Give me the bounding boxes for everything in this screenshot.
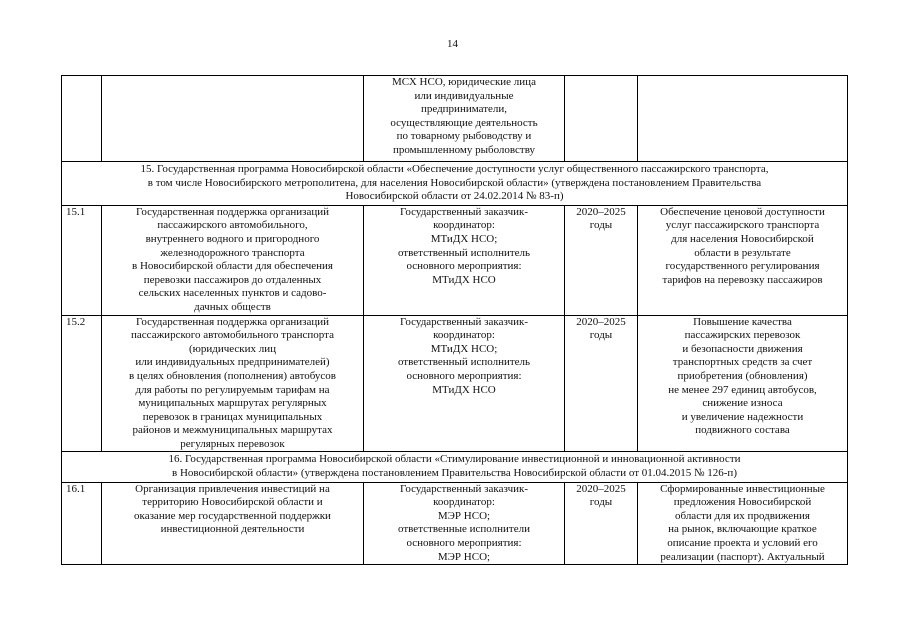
table-row <box>62 76 848 162</box>
cell-result <box>638 76 848 162</box>
text-line: или индивидуальные <box>414 89 514 102</box>
text-line: описание проекта и условий его <box>667 537 818 550</box>
text-line: приобретения (обновления) <box>677 369 808 382</box>
text-line: 2020–2025 <box>576 482 626 495</box>
text-line: тарифов на перевозку пассажиров <box>662 273 823 286</box>
text-line: Государственная поддержка организаций <box>136 205 329 218</box>
text-line: ответственный исполнитель <box>397 356 531 369</box>
text-line: годы <box>589 219 613 232</box>
section-title-line: Новосибирской области от 24.02.2014 № 83-п) <box>345 190 564 203</box>
text-line: основного мероприятия: <box>406 537 522 550</box>
cell-name <box>102 482 364 565</box>
activities-table <box>61 75 848 565</box>
cell-executor <box>364 482 565 565</box>
text-line: по товарному рыбоводству и <box>396 130 532 143</box>
text-line: 2020–2025 <box>576 315 626 328</box>
text-line: подвижного состава <box>695 424 790 437</box>
text-line: МТиДХ НСО; <box>430 232 498 245</box>
cell-period <box>565 76 638 162</box>
row-number: 15.1 <box>62 205 102 315</box>
text-line: координатор: <box>433 219 495 232</box>
text-line: сельских населенных пунктов и садово- <box>138 287 327 300</box>
text-line: области в результате <box>694 246 791 259</box>
text-line: и безопасности движения <box>682 342 803 355</box>
text-line: Государственный заказчик- <box>399 315 529 328</box>
text-line: перевозок в границах муниципальных <box>142 410 323 423</box>
text-line: основного мероприятия: <box>406 260 522 273</box>
text-line: Повышение качества <box>693 315 792 328</box>
text-line: Организация привлечения инвестиций на <box>135 482 330 495</box>
text-line: Государственный заказчик- <box>399 482 529 495</box>
text-line: пассажирских перевозок <box>684 329 801 342</box>
cell-num <box>62 76 102 162</box>
text-line: МЭР НСО; <box>437 509 491 522</box>
text-line: координатор: <box>433 329 495 342</box>
cell-result <box>638 482 848 565</box>
text-line: инвестиционной деятельности <box>160 523 305 536</box>
text-line: Государственная поддержка организаций <box>136 315 329 328</box>
text-line: области для их продвижения <box>675 509 810 522</box>
text-line: оказание мер государственной поддержки <box>134 509 331 522</box>
cell-name <box>102 76 364 162</box>
text-line: в Новосибирской области для обеспечения <box>132 260 333 273</box>
text-line: годы <box>589 496 613 509</box>
section-header-16 <box>62 452 848 482</box>
text-line: или индивидуальных предпринимателей) <box>135 356 330 369</box>
text-line: МТиДХ НСО; <box>430 342 498 355</box>
cell-period <box>565 482 638 565</box>
text-line: промышленному рыболовству <box>392 143 536 156</box>
text-line: годы <box>589 329 613 342</box>
text-line: осуществляющие деятельность <box>390 116 538 129</box>
row-number: 16.1 <box>62 482 102 565</box>
text-line: государственного регулирования <box>665 260 820 273</box>
section-title-line: в том числе Новосибирского метрополитена, для населения Новосибирской области» (утверждена постановлением Правительства <box>147 176 762 189</box>
text-line: ответственный исполнитель <box>397 246 531 259</box>
text-line: МЭР НСО; <box>437 550 491 563</box>
text-line: муниципальных маршрутах регулярных <box>138 397 327 410</box>
section-title-line: 15. Государственная программа Новосибирской области «Обеспечение доступности услуг общественного пассажирского транспорта, <box>140 163 769 175</box>
row-number: 15.2 <box>62 315 102 452</box>
text-line: предложения Новосибирской <box>673 496 812 509</box>
text-line: реализации (паспорт). Актуальный <box>660 550 825 563</box>
text-line: МСХ НСО, юридические лица <box>392 76 536 88</box>
cell-name <box>102 205 364 315</box>
table-row <box>62 315 848 452</box>
cell-executor <box>364 205 565 315</box>
cell-name <box>102 315 364 452</box>
text-line: услуг пассажирского транспорта <box>665 219 820 232</box>
text-line: Государственный заказчик- <box>399 205 529 218</box>
text-line: внутреннего водного и пригородного <box>145 232 320 245</box>
cell-result <box>638 205 848 315</box>
section-title-line: в Новосибирской области» (утверждена постановлением Правительства Новосибирской области от 01.04.2015 № 126-п) <box>172 467 737 480</box>
text-line: и увеличение надежности <box>681 410 804 423</box>
cell-executor <box>364 76 565 162</box>
text-line: снижение износа <box>702 397 783 410</box>
cell-executor <box>364 315 565 452</box>
text-line: предприниматели, <box>420 103 508 116</box>
text-line: регулярных перевозок <box>180 437 285 450</box>
text-line: транспортных средств за счет <box>672 356 813 369</box>
cell-result <box>638 315 848 452</box>
text-line: пассажирского автомобильного, <box>157 219 308 232</box>
section-title-line: 16. Государственная программа Новосибирской области «Стимулирование инвестиционной и инновационной активности <box>168 453 741 466</box>
text-line: Обеспечение ценовой доступности <box>660 205 825 218</box>
cell-period <box>565 315 638 452</box>
text-line: (юридических лиц <box>188 342 277 355</box>
text-line: Сформированные инвестиционные <box>660 482 825 495</box>
text-line: МТиДХ НСО <box>432 383 496 396</box>
text-line: пассажирского автомобильного транспорта <box>131 329 334 342</box>
text-line: МТиДХ НСО <box>432 273 496 286</box>
text-line: ответственные исполнители <box>398 523 530 536</box>
text-line: перевозки пассажиров до отдаленных <box>143 273 322 286</box>
text-line: основного мероприятия: <box>406 369 522 382</box>
cell-period <box>565 205 638 315</box>
table-row <box>62 482 848 565</box>
section-header-15 <box>62 162 848 206</box>
text-line: для населения Новосибирской <box>671 232 814 245</box>
text-line: на рынок, включающие краткое <box>668 523 817 536</box>
text-line: территорию Новосибирской области и <box>142 496 323 509</box>
text-line: железнодорожного транспорта <box>160 246 305 259</box>
text-line: не менее 297 единиц автобусов, <box>668 383 817 396</box>
text-line: 2020–2025 <box>576 205 626 218</box>
text-line: дачных обществ <box>194 300 271 313</box>
text-line: для работы по регулируемым тарифам на <box>135 383 330 396</box>
page-number: 14 <box>447 38 458 50</box>
text-line: районов и межмуниципальных маршрутах <box>132 424 333 437</box>
table-row <box>62 205 848 315</box>
text-line: координатор: <box>433 496 495 509</box>
text-line: в целях обновления (пополнения) автобусов <box>128 369 336 382</box>
